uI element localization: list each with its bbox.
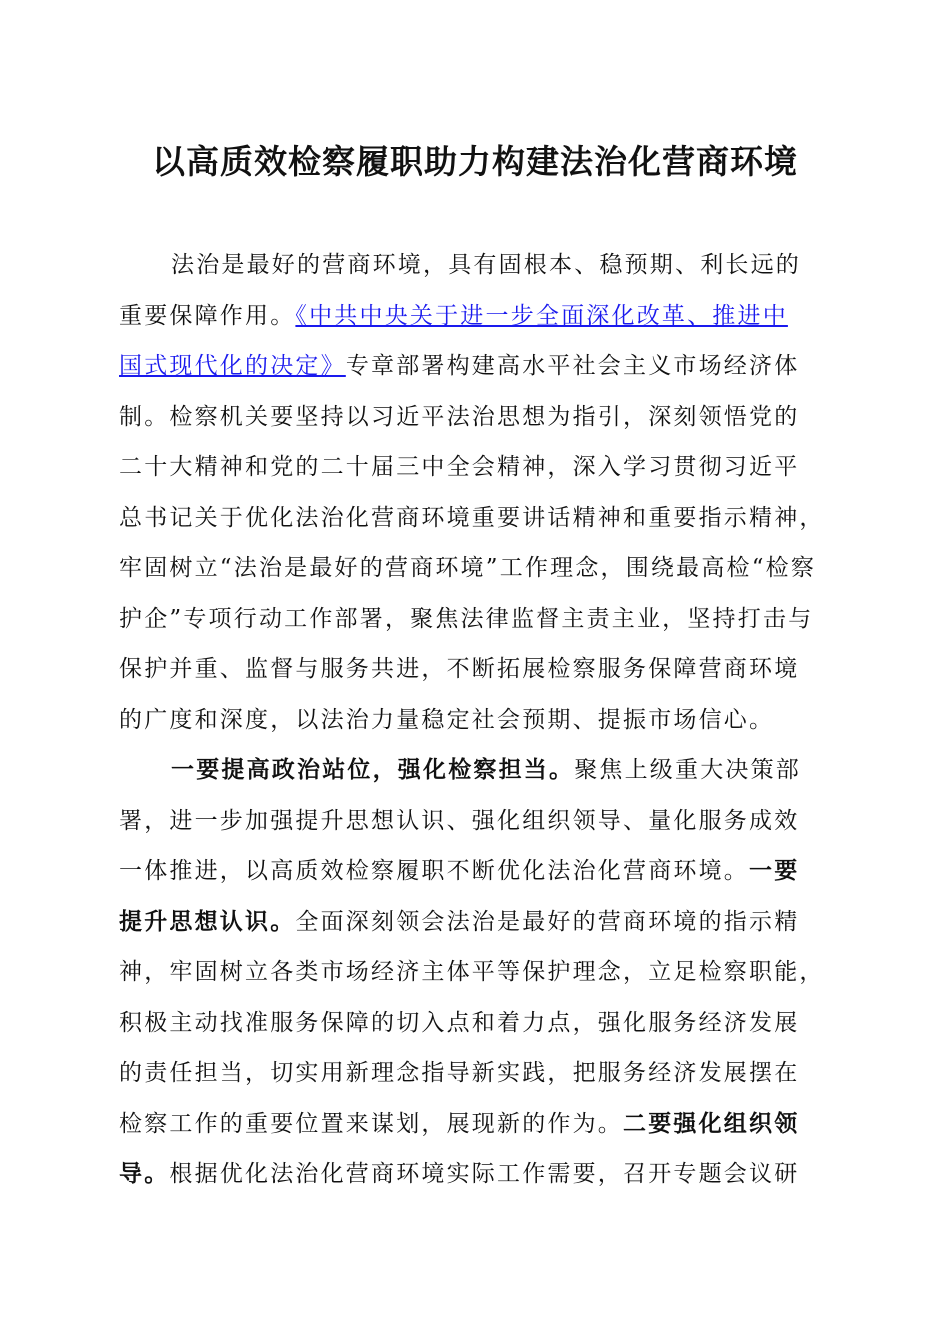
paragraph-1-line-10 [119,695,831,746]
text-span: 制。检察机关要坚持以习近平法治思想为指引，深刻领悟党的 [119,403,800,430]
text-span: 聚焦上级重大决策部 [574,757,802,783]
paragraph-2-line-4 [119,897,831,948]
text-span: 总书记关于优化法治化营商环境重要讲话精神和重要指示精神， [119,504,825,531]
text-span: 积极主动找准服务保障的切入点和着力点，强化服务经济发展 [119,1009,800,1036]
text-span: 重要保障作用。 [119,302,296,329]
paragraph-1-line-6 [119,493,831,544]
text-span: 牢固树立“法治是最好的营商环境”工作理念，围绕最高检“检察 [119,555,817,581]
page-title: 以高质效检察履职助力构建法治化营商环境 [152,142,798,181]
paragraph-2-line-9 [119,1149,831,1200]
paragraph-2-line-6 [119,998,831,1049]
paragraph-1-line-4 [119,392,831,443]
text-span: 全面深刻领会法治是最好的营商环境的指示精 [295,908,800,935]
decision-document-link-continued[interactable]: 国式现代化的决定》 [119,353,346,379]
text-span: 一体推进，以高质效检察履职不断优化法治化营商环境。 [119,858,749,884]
text-span: 的广度和深度，以法治力量稳定社会预期、提振市场信心。 [119,706,775,733]
text-span: 二十大精神和党的二十届三中全会精神，深入学习贯彻习近平 [119,454,800,480]
text-span: 根据优化法治化营商环境实际工作需要，召开专题会议研 [169,1161,800,1187]
text-span: 署，进一步加强提升思想认识、强化组织领导、量化服务成效 [119,807,800,834]
subheading-one-start: 一要 [749,857,800,884]
text-span: 保护并重、监督与服务共进，不断拓展检察服务保障营商环境 [119,656,800,682]
subheading-one-end: 提升思想认识。 [119,907,296,935]
subheading-two-start: 二要强化组织领 [623,1109,800,1137]
paragraph-2-line-3 [119,846,831,897]
document-body [119,240,831,1200]
paragraph-1-line-1 [119,240,831,291]
paragraph-2-line-8 [119,1099,831,1150]
paragraph-2-line-7 [119,1048,831,1099]
decision-document-link[interactable]: 《中共中央关于进一步全面深化改革、推进中 [295,302,788,329]
text-span: 检察工作的重要位置来谋划，展现新的作为。 [119,1110,623,1137]
paragraph-2-line-1 [119,745,831,796]
paragraph-2-line-2 [119,796,831,847]
text-span: 神，牢固树立各类市场经济主体平等保护理念，立足检察职能， [119,959,825,985]
paragraph-1-line-3 [119,341,831,392]
paragraph-1-line-2 [119,291,831,342]
text-span: 法治是最好的营商环境，具有固根本、稳预期、利长远的 [171,252,801,278]
paragraph-1-line-7 [119,543,831,594]
paragraph-1-line-8 [119,594,831,645]
paragraph-2-line-5 [119,947,831,998]
subheading-two-end: 导。 [119,1160,170,1187]
paragraph-1-line-5 [119,442,831,493]
text-span: 专章部署构建高水平社会主义市场经济体 [345,353,800,379]
section-heading-political-stance: 一要提高政治站位，强化检察担当。 [171,756,575,783]
text-span: 的责任担当，切实用新理念指导新实践，把服务经济发展摆在 [119,1060,800,1086]
text-span: 护企”专项行动工作部署，聚焦法律监督主责主业，坚持打击与 [119,605,814,632]
paragraph-1-line-9 [119,644,831,695]
